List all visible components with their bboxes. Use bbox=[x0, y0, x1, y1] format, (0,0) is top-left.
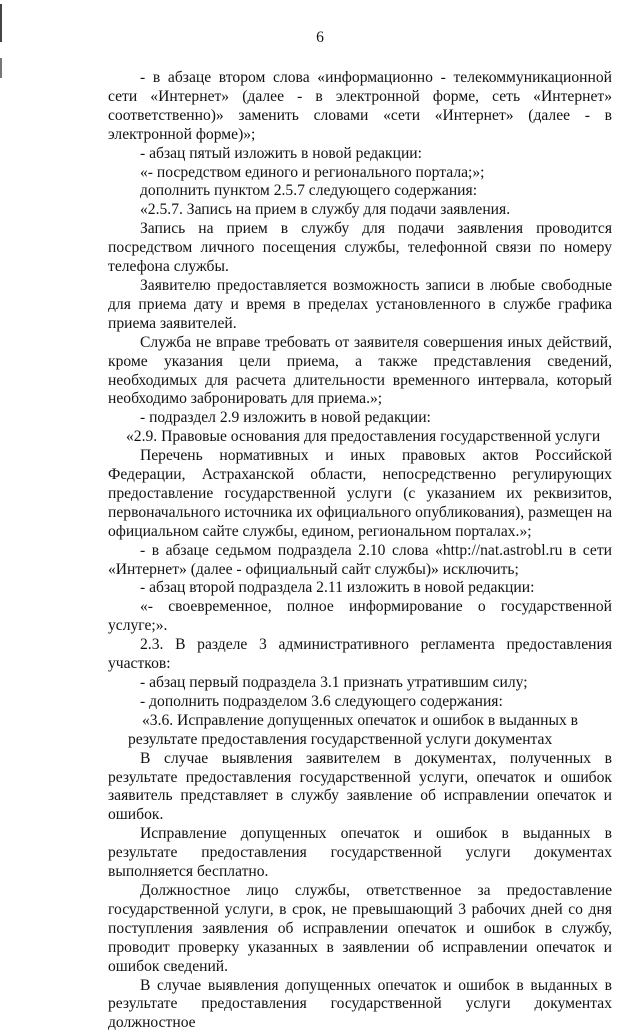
section-heading: «3.6. Исправление допущенных опечаток и ошибок в выданных в результате предоставления государственной услуги документах bbox=[108, 712, 612, 750]
paragraph: - подраздел 2.9 изложить в новой редакции: bbox=[108, 409, 612, 428]
paragraph: Исправление допущенных опечаток и ошибок в выданных в результате предоставления государственной услуги документах выполняется бесплатно. bbox=[108, 825, 612, 882]
paragraph: - абзац первый подраздела 3.1 признать утратившим силу; bbox=[108, 674, 612, 693]
paragraph: В случае выявления допущенных опечаток и ошибок в выданных в результате предоставления государственной услуги документах должностное bbox=[108, 977, 612, 1033]
paragraph: В случае выявления заявителем в документах, полученных в результате предоставления государственной услуги, опечаток и ошибок заявитель представляет в службу заявление об исправлении опечаток и ошибок. bbox=[108, 750, 612, 826]
document-body bbox=[108, 69, 612, 1033]
paragraph: - абзац пятый изложить в новой редакции: bbox=[108, 145, 612, 164]
paragraph: «- посредством единого и регионального портала;»; bbox=[108, 164, 612, 183]
paragraph: «- своевременное, полное информирование о государственной услуге;». bbox=[108, 598, 612, 636]
scan-edge-mark bbox=[0, 58, 2, 78]
paragraph: Служба не вправе требовать от заявителя совершения иных действий, кроме указания цели приема, а также представления сведений, необходимых для расчета длительности временного интервала, который необходимо забронировать для приема.»; bbox=[108, 334, 612, 410]
paragraph: Перечень нормативных и иных правовых актов Российской Федерации, Астраханской области, непосредственно регулирующих предоставление государственной услуги (с указанием их реквизитов, первоначального источника их официального опубликования), размещен на официальном сайте службы, едином, региональном порталах.»; bbox=[108, 447, 612, 542]
paragraph: 2.3. В разделе 3 административного регламента предоставления участков: bbox=[108, 636, 612, 674]
page-number: 6 bbox=[0, 29, 640, 48]
paragraph: - в абзаце седьмом подраздела 2.10 слова «http://nat.astrobl.ru в сети «Интернет» (далее - официальный сайт службы)» исключить; bbox=[108, 542, 612, 580]
paragraph: Должностное лицо службы, ответственное за предоставление государственной услуги, в срок, не превышающий 3 рабочих дней со дня поступления заявления об исправлении опечаток и ошибок в службу, проводит проверку указанных в заявлении об исправлении опечаток и ошибок сведений. bbox=[108, 882, 612, 977]
paragraph: дополнить пунктом 2.5.7 следующего содержания: bbox=[108, 182, 612, 201]
paragraph: - абзац второй подраздела 2.11 изложить в новой редакции: bbox=[108, 579, 612, 598]
paragraph: Запись на прием в службу для подачи заявления проводится посредством личного посещения службы, телефонной связи по номеру телефона службы. bbox=[108, 220, 612, 277]
paragraph: - в абзаце втором слова «информационно - телекоммуникационной сети «Интернет» (далее - в электронной форме, сеть «Интернет» соответственно)» заменить словами «сети «Интернет» (далее - в электронной форме)»; bbox=[108, 69, 612, 145]
section-heading: «2.9. Правовые основания для предоставления государственной услуги bbox=[108, 428, 612, 447]
paragraph: Заявителю предоставляется возможность записи в любые свободные для приема дату и время в пределах установленного в службе графика приема заявителей. bbox=[108, 277, 612, 334]
paragraph: «2.5.7. Запись на прием в службу для подачи заявления. bbox=[108, 201, 612, 220]
paragraph: - дополнить подразделом 3.6 следующего содержания: bbox=[108, 693, 612, 712]
